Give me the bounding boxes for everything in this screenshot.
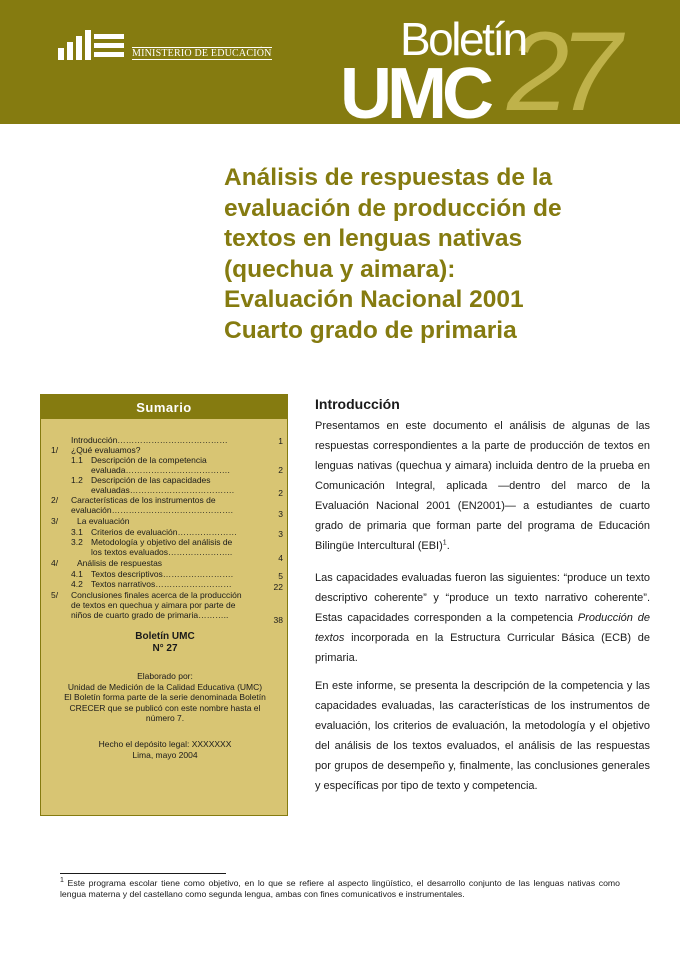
header-banner xyxy=(0,0,680,124)
toc-number: 3.1 xyxy=(71,527,83,537)
footnote-ref: 1 xyxy=(442,539,447,547)
toc-number: 4.1 xyxy=(71,569,83,579)
toc-number: 1/ xyxy=(51,445,59,455)
footnote-text: Este programa escolar tiene como objetivo, en lo que se refiere al aspecto lingüístico, el desarrollo conjunto de las lenguas nativas como lengua materna y del castellano como segunda lengua, ambas con fines comunicativos e instrumentales. xyxy=(60,878,620,899)
toc-page-number: 3 xyxy=(278,509,283,519)
deposit-line: Lima, mayo 2004 xyxy=(132,749,198,760)
toc-page-number: 4 xyxy=(278,553,283,563)
toc-entry[interactable]: los textos evaluados………………….. xyxy=(91,547,233,557)
intro-p1-end: . xyxy=(446,540,450,552)
toc-page-number: 38 xyxy=(273,615,283,625)
sumario-heading: Sumario xyxy=(41,395,287,419)
bulletin-id-line: Boletín UMC xyxy=(135,631,195,642)
ministry-logo-icon xyxy=(58,30,124,60)
deposit-line: Hecho el depósito legal: XXXXXXX xyxy=(98,739,232,749)
toc-entry[interactable]: Descripción de la competencia xyxy=(91,455,207,465)
toc-entry[interactable]: de textos en quechua y aimara por parte de xyxy=(71,600,236,610)
footnote xyxy=(60,878,620,899)
toc-entry[interactable]: Metodología y objetivo del análisis de xyxy=(91,537,233,547)
toc-number: 1.1 xyxy=(71,455,83,465)
intro-p2-italic: Producción de textos xyxy=(315,612,651,644)
toc-number: 5/ xyxy=(51,590,59,600)
title-line: textos en lenguas nativas xyxy=(224,225,523,252)
toc-page-number: 2 xyxy=(278,488,283,498)
toc-entry[interactable]: La evaluación xyxy=(77,516,130,526)
title-line: (quechua y aimara): xyxy=(224,255,456,283)
toc-page-number: 3 xyxy=(278,529,283,539)
toc-page-number: 2 xyxy=(278,465,283,475)
title-line: Análisis de respuestas de la xyxy=(224,164,553,191)
credit-line: CRECER que se publicó con este nombre hasta el xyxy=(69,702,261,713)
bulletin-id xyxy=(41,631,289,655)
credit-line: Elaborado por: xyxy=(137,671,193,681)
footnote-mark: 1 xyxy=(60,877,64,885)
toc-number: 3/ xyxy=(51,516,59,526)
toc-entry[interactable]: Textos narrativos……………………… xyxy=(91,579,232,589)
credit-line: número 7. xyxy=(145,713,185,723)
intro-paragraph-2 xyxy=(315,568,650,668)
legal-deposit xyxy=(41,739,289,760)
toc-entry[interactable]: evaluadas………………………………. xyxy=(91,485,235,495)
credits xyxy=(41,671,289,724)
toc-number: 4/ xyxy=(51,558,59,568)
credit-line: El Boletín forma parte de la serie denominada Boletín xyxy=(64,692,266,702)
toc-entry[interactable]: Conclusiones finales acerca de la producción xyxy=(71,590,242,600)
toc-page-number: 1 xyxy=(278,436,283,446)
ministry-name: MINISTERIO DE EDUCACIÓN xyxy=(132,48,272,59)
toc-entry[interactable]: Textos descriptivos……………………. xyxy=(91,569,234,579)
toc-entry[interactable]: Análisis de respuestas xyxy=(77,558,163,568)
toc-entry[interactable]: evaluación……………………………………. xyxy=(71,505,234,515)
intro-p1-text: Presentamos en este documento el análisis de algunas de las respuestas correspondientes a la parte de producción de textos en lenguas nativas (quechua y aimara) incluida dentro de la prueba en Comunicación Integral, aplicada —dentro del marco de la Evaluación Nacional 2001 (EN2001)— a estudiantes de cuarto grado de primaria que forman parte del programa de Educación Bilingüe Intercultural (EBI) xyxy=(315,420,650,552)
toc-entry[interactable]: Descripción de las capacidades xyxy=(91,475,211,485)
intro-paragraph-1 xyxy=(315,416,650,556)
document-title xyxy=(224,163,644,346)
toc-entry[interactable]: evaluada………………………………. xyxy=(91,465,230,475)
footnote-divider xyxy=(60,873,226,874)
credit-line: Unidad de Medición de la Calidad Educativa (UMC) xyxy=(67,681,263,692)
brand-acronym: UMC xyxy=(340,54,489,124)
title-line: evaluación de producción de xyxy=(224,194,562,222)
toc-page-number: 22 xyxy=(273,582,283,592)
toc-entry[interactable]: Introducción………………………………… xyxy=(71,435,228,445)
bulletin-number: 27 xyxy=(507,9,612,124)
toc-page-number: 5 xyxy=(278,571,283,581)
toc-entry[interactable]: Características de los instrumentos de xyxy=(71,495,216,505)
toc-entry[interactable]: niños de cuarto grado de primaria……….. xyxy=(71,610,229,620)
brand-word: Boletín xyxy=(400,13,526,65)
toc-number: 3.2 xyxy=(71,537,83,547)
sumario-box xyxy=(40,394,288,816)
title-line: Evaluación Nacional 2001 xyxy=(224,286,524,313)
intro-paragraph-3: En este informe, se presenta la descripción de la competencia y las capacidades evaluadas, las características de los instrumentos de evaluación, los criterios de evaluación, la metodología y el objetivo del análisis de los textos evaluados, el análisis de las respuestas por grupos de desempeño y, finalmente, las conclusiones generales y específicas por tipo de texto y competencia. xyxy=(315,680,650,792)
bulletin-id-number: N° 27 xyxy=(152,643,178,654)
toc-number: 4.2 xyxy=(71,579,83,589)
toc-number: 2/ xyxy=(51,495,59,505)
intro-p2-text: Las capacidades evaluadas fueron las siguientes: “produce un texto descriptivo coherente” y “produce un texto narrativo coherente”. Estas capacidades corresponden a la competencia xyxy=(315,572,650,624)
intro-p2-text-end: incorporada en la Estructura Curricular Básica (ECB) de primaria. xyxy=(315,632,650,664)
toc-entry[interactable]: ¿Qué evaluamos? xyxy=(71,445,141,455)
toc-entry[interactable]: Criterios de evaluación………………… xyxy=(91,527,237,537)
intro-heading: Introducción xyxy=(315,396,400,412)
title-line: Cuarto grado de primaria xyxy=(224,316,517,344)
toc-number: 1.2 xyxy=(71,475,83,485)
